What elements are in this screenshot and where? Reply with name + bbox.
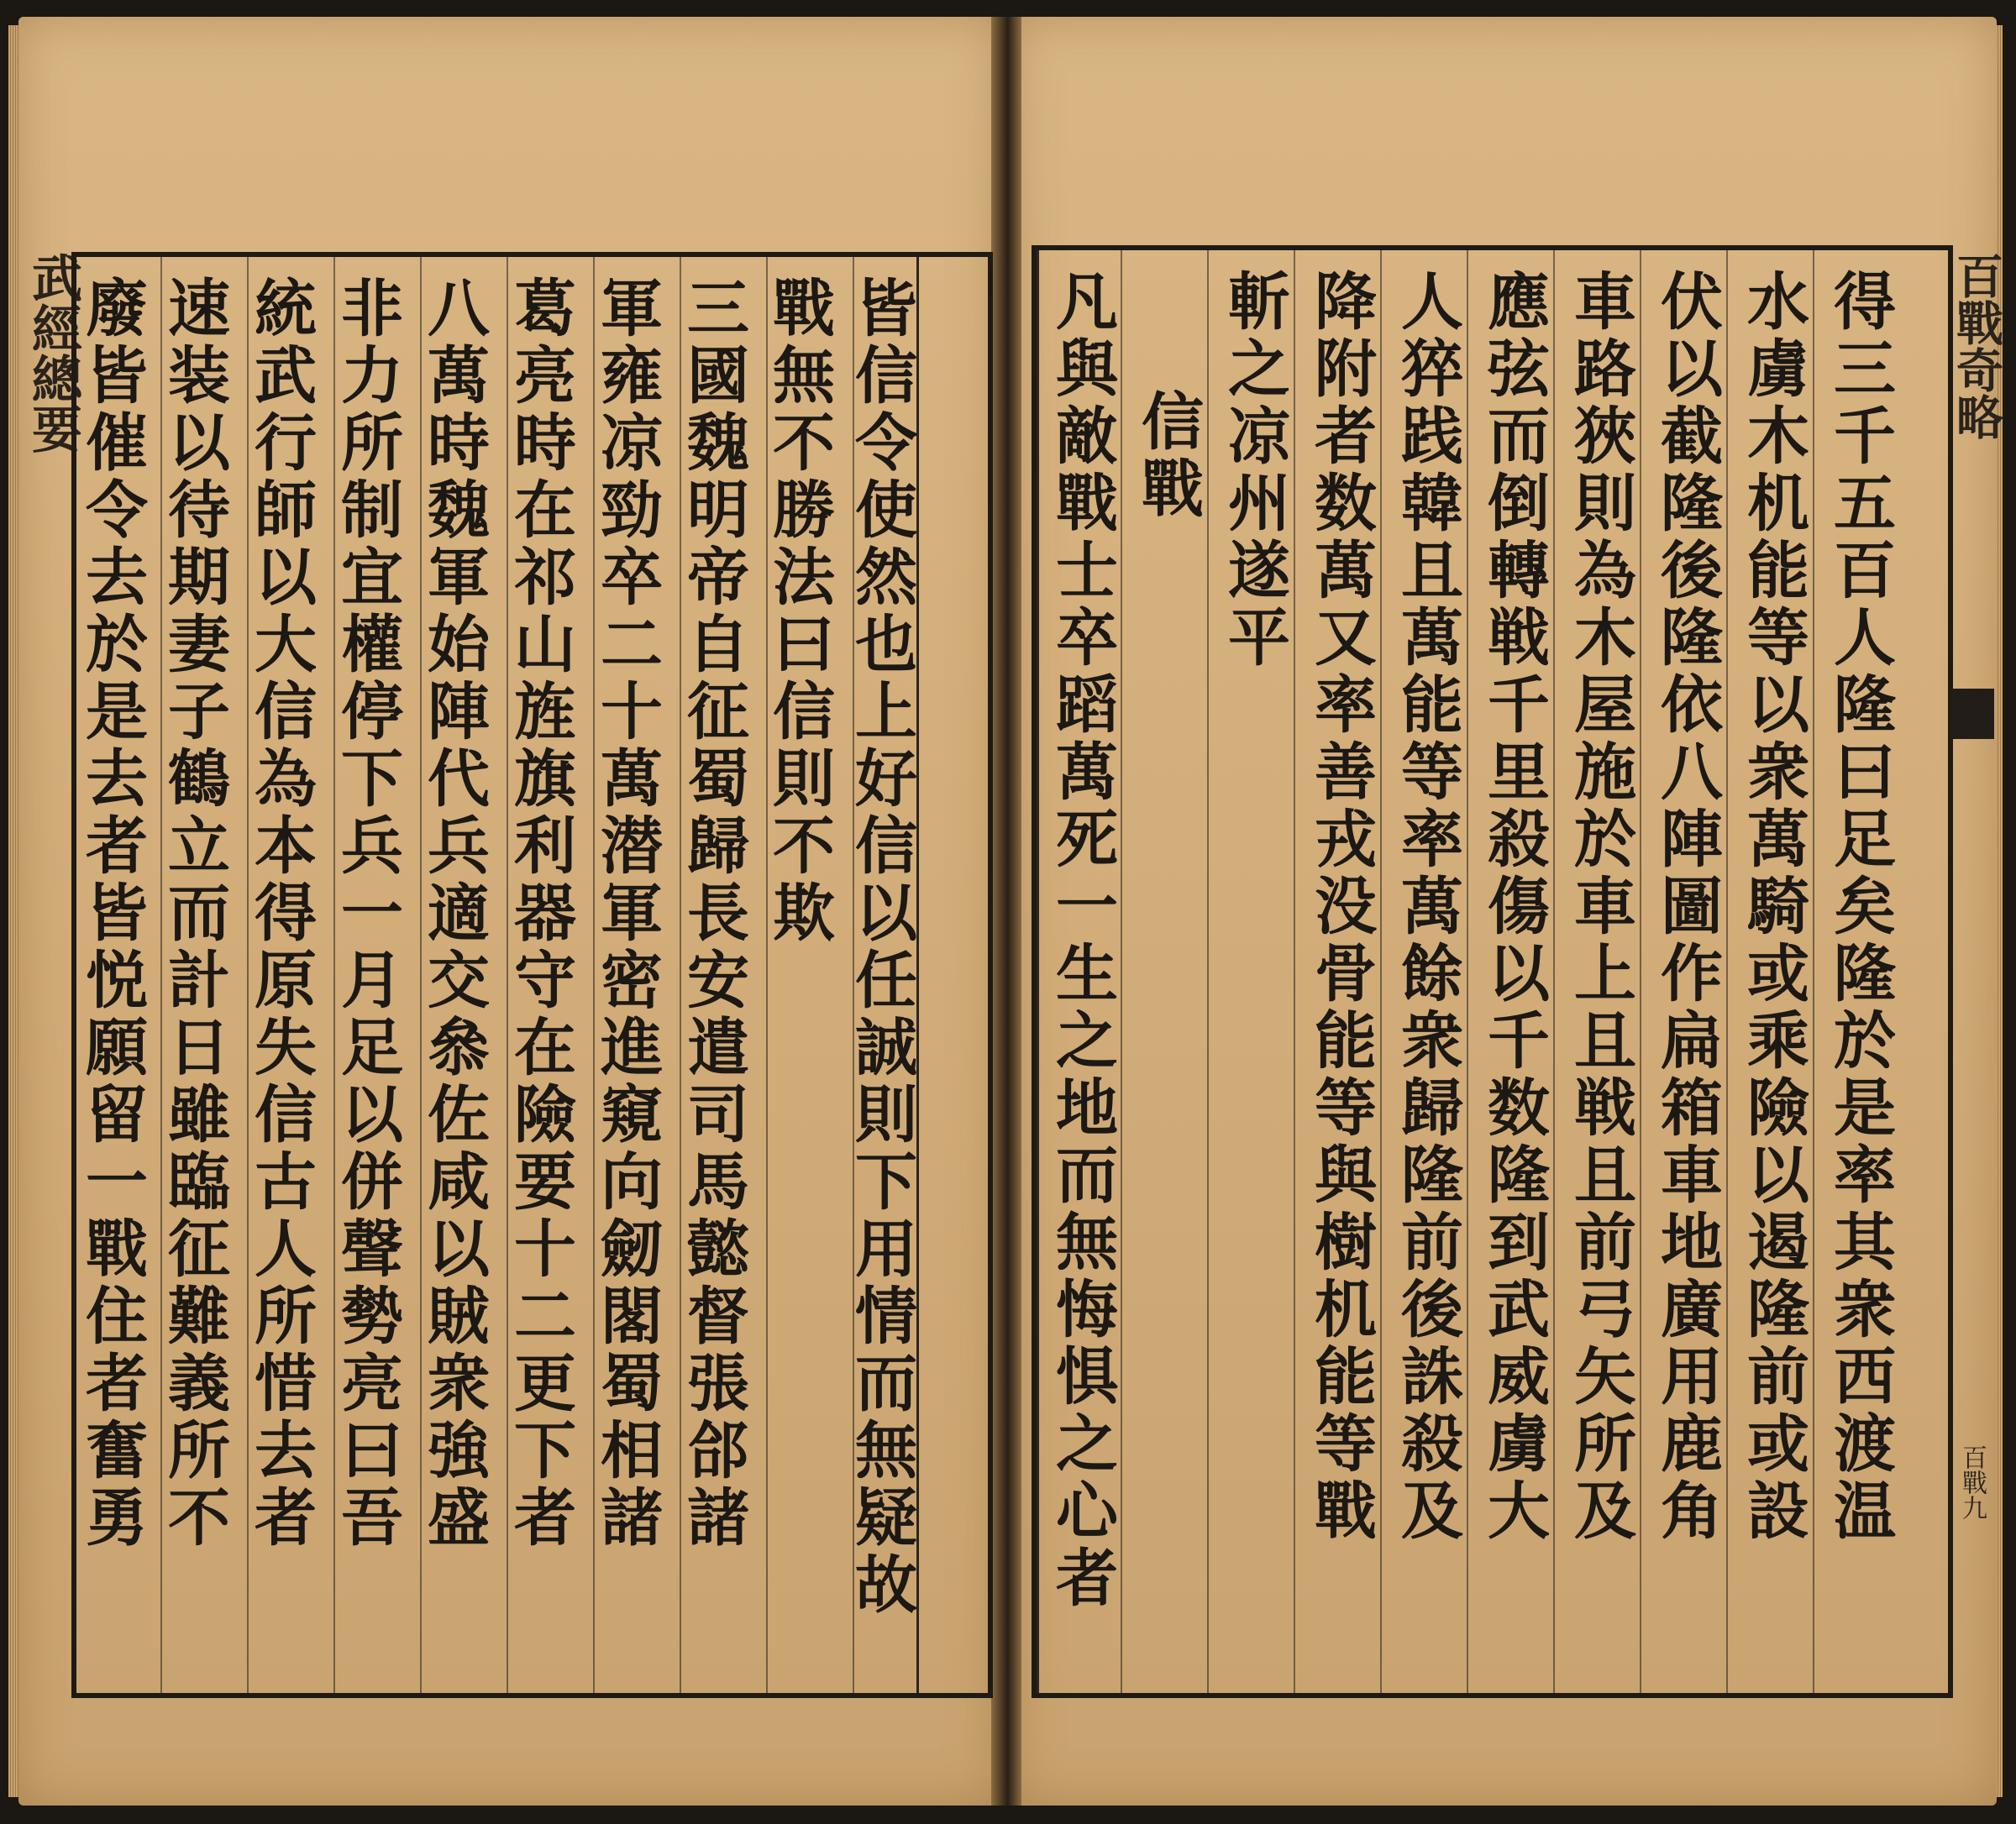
book-gutter xyxy=(991,17,1021,1806)
text-column: 降附者数萬又率善戎没骨能等與樹机能等戰 xyxy=(1305,269,1377,1545)
margin-page-note: 百戰九 xyxy=(1957,1444,1987,1520)
text-column: 速装以待期妻子鶴立而計日雖臨征難義所不 xyxy=(158,275,230,1552)
section-heading: 信戰 xyxy=(1131,389,1204,523)
text-column: 三國魏明帝自征蜀歸長安遣司馬懿督張郃諸 xyxy=(677,275,749,1552)
right-banner xyxy=(1947,252,2006,440)
text-column: 葛亮時在祁山旌旗利器守在險要十二更下者 xyxy=(504,275,576,1552)
right-frame-inner-border xyxy=(1037,250,1039,1693)
right-banner-title: 百戰奇略 xyxy=(1949,252,2004,440)
text-column: 車路狹則為木屋施於車上且戦且前弓矢所及 xyxy=(1564,269,1636,1545)
left-banner-title: 武經總要 xyxy=(24,252,82,453)
text-column: 水虜木机能等以衆萬騎或乘險以遏隆前或設 xyxy=(1737,269,1809,1545)
left-page-frame xyxy=(71,252,993,1698)
text-column: 戰無不勝法曰信則不欺 xyxy=(763,275,835,947)
text-column: 八萬時魏軍始陣代兵適交叅佐咸以賊衆強盛 xyxy=(417,275,490,1552)
text-column: 人猝践韓且萬能等率萬餘衆歸隆前後誅殺及 xyxy=(1391,269,1463,1545)
text-column: 凡與敵戰士卒蹈萬死一生之地而無悔惧之心者 xyxy=(1046,269,1118,1612)
fish-tail-mark xyxy=(1950,689,1994,739)
text-column: 廢皆催令去於是去者皆悦願留一戰住者奮勇 xyxy=(76,275,148,1552)
text-column: 伏以截隆後隆依八陣圖作扁箱車地廣用鹿角 xyxy=(1651,269,1723,1545)
right-page-frame xyxy=(1032,245,1953,1698)
text-column: 應弦而倒轉戦千里殺傷以千数隆到武威虜大 xyxy=(1478,269,1550,1545)
text-column: 統武行師以大信為本得原失信古人所惜去者 xyxy=(244,275,317,1552)
text-column: 皆信令使然也上好信以任誠則下用情而無疑故 xyxy=(845,275,917,1619)
text-column: 非力所制宜權停下兵一月足以併聲勢亮曰吾 xyxy=(331,275,403,1552)
text-column: 得三千五百人隆曰足矣隆於是率其衆西渡温 xyxy=(1824,269,1896,1545)
text-column: 軍雍凉勁卒二十萬潜軍密進窺向劒閣蜀相諸 xyxy=(591,275,663,1552)
text-column: 斬之凉州遂平 xyxy=(1218,269,1290,672)
